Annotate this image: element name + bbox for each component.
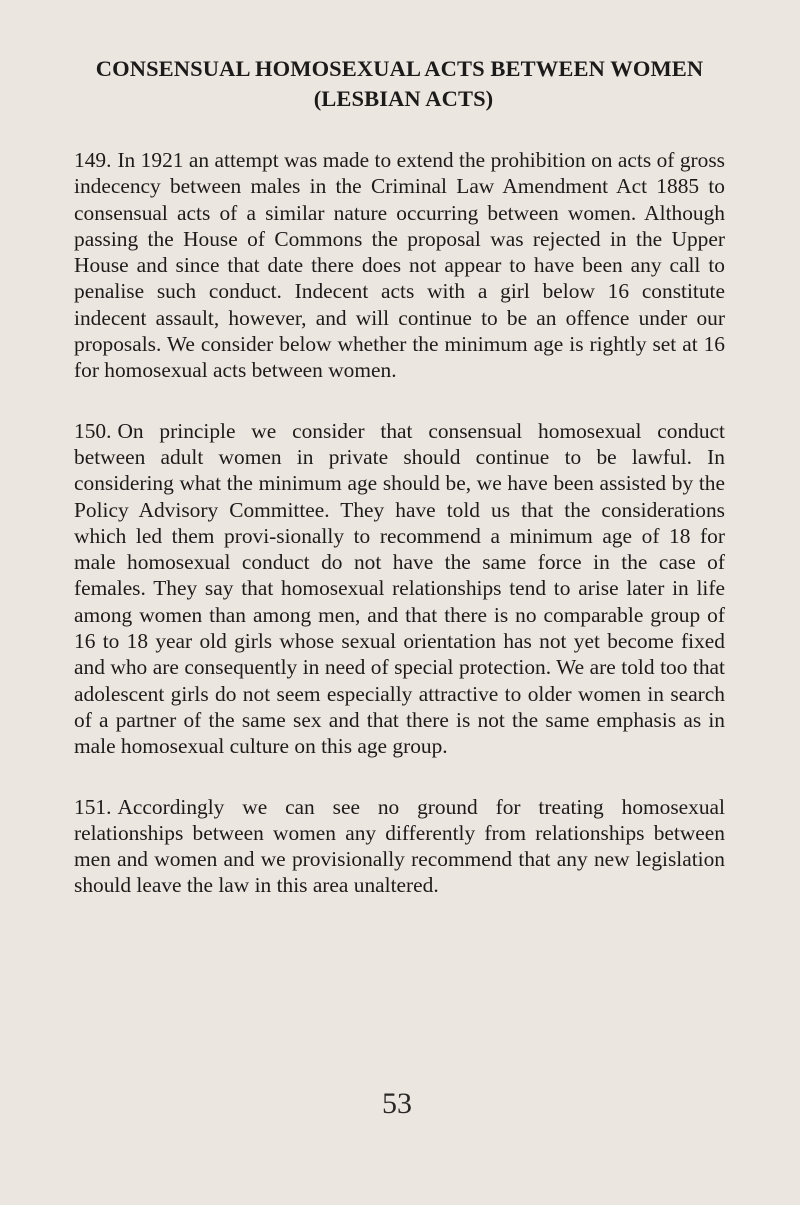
paragraph-149 <box>74 147 725 384</box>
paragraph-text: Accordingly we can see no ground for treating homosexual relationships between women any differently from relationships between men and women and we provisionally recommend that any new legislation should leave the law in this area unaltered. <box>74 794 725 898</box>
paragraph-text: On principle we consider that consensual homosexual conduct between adult women in private should continue to be lawful. In considering what the minimum age should be, we have been assisted by the Policy Advisory Committee. They have told us that the considerations which led them provi-sionally to recommend a minimum age of 18 for male homosexual conduct do not have the same force in the case of females. They say that homosexual relationships tend to arise later in life among women than among men, and that there is no comparable group of 16 to 18 year old girls whose sexual orientation has not yet become fixed and who are consequently in need of special protection. We are told too that adolescent girls do not seem especially attractive to older women in search of a partner of the same sex and that there is not the same emphasis as in male homosexual culture on this age group. <box>74 418 725 759</box>
section-title-line-2: (LESBIAN ACTS) <box>313 86 494 111</box>
paragraph-text: In 1921 an attempt was made to extend the prohibition on acts of gross indecency between males in the Criminal Law Amendment Act 1885 to consensual acts of a similar nature occurring between women. Although passing the House of Commons the proposal was rejected in the Upper House and since that date there does not appear to have been any call to penalise such conduct. Indecent acts with a girl below 16 constitute indecent assault, however, and will continue to be an offence under our proposals. We consider below whether the minimum age is rightly set at 16 for homosexual acts between women. <box>74 148 725 383</box>
section-title <box>74 0 725 114</box>
page-number: 53 <box>382 1087 412 1120</box>
paragraph-number: 149. <box>74 148 112 172</box>
paragraph-150 <box>74 418 725 760</box>
section-title-line-1: CONSENSUAL HOMOSEXUAL ACTS BETWEEN WOMEN <box>95 56 704 81</box>
paragraph-number: 151. <box>74 794 112 819</box>
paragraph-151 <box>74 794 725 899</box>
paragraph-number: 150. <box>74 418 112 443</box>
